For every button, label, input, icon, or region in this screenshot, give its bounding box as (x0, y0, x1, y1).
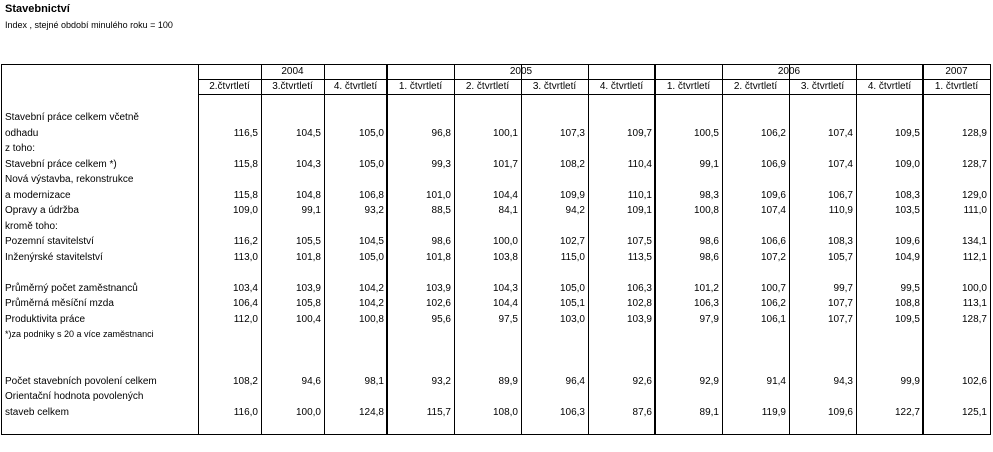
table-cell: 106,3 (559, 406, 585, 418)
page-subtitle: Index , stejné období minulého roku = 100 (5, 20, 173, 30)
row-label: Průměrný počet zaměstnanců (5, 282, 138, 294)
table-cell: 115,0 (560, 251, 585, 263)
table-cell: 93,2 (431, 375, 451, 387)
table-cell: 92,9 (699, 375, 719, 387)
table-cell: 116,2 (233, 236, 258, 247)
table-cell: 105,8 (295, 298, 321, 309)
quarter-header: 3.čtvrtletí (272, 81, 313, 92)
row-label: Počet stavebních povolení celkem (5, 375, 157, 387)
table-cell: 103,5 (894, 205, 920, 216)
table-cell: 98,1 (364, 375, 384, 387)
table-cell: 100,0 (492, 236, 518, 247)
table-cell: 112,0 (233, 313, 258, 325)
quarter-header: 4. čtvrtletí (599, 81, 644, 92)
header-divider (198, 94, 990, 95)
table-cell: 103,8 (492, 251, 518, 263)
table-cell: 84,1 (498, 205, 518, 216)
table-cell: 128,7 (961, 313, 987, 325)
table-cell: 91,4 (766, 375, 786, 387)
table-cell: 116,0 (233, 406, 258, 418)
quarter-header: 3. čtvrtletí (800, 81, 845, 92)
table-cell: 99,9 (900, 375, 920, 387)
table-cell: 104,2 (358, 282, 384, 294)
table-cell: 109,5 (894, 127, 920, 139)
table-cell: 108,3 (894, 189, 920, 201)
table-cell: 105,5 (295, 236, 321, 247)
table-cell: 106,6 (760, 236, 786, 247)
table-cell: 101,8 (295, 251, 321, 263)
row-label: Stavební práce celkem *) (5, 158, 117, 170)
table-cell: 99,7 (833, 282, 853, 294)
table-cell: 107,5 (626, 236, 652, 247)
quarter-header: 1. čtvrtletí (398, 81, 443, 92)
table-cell: 106,4 (232, 298, 258, 309)
row-label: staveb celkem (5, 406, 69, 418)
table-cell: 98,6 (699, 251, 719, 263)
table-cell: 102,8 (626, 298, 652, 309)
table-cell: 111,0 (963, 205, 987, 216)
table-cell: 119,9 (761, 406, 786, 418)
table-cell: 109,0 (232, 205, 258, 216)
table-cell: 104,2 (358, 298, 384, 309)
table-cell: 104,5 (358, 236, 384, 247)
table-cell: 106,2 (760, 298, 786, 309)
table-cell: 107,2 (760, 251, 786, 263)
table-cell: 108,3 (827, 236, 853, 247)
table-cell: 129,0 (961, 189, 987, 201)
table-cell: 94,6 (301, 375, 321, 387)
table-cell: 125,1 (961, 406, 987, 418)
table-cell: 88,5 (431, 205, 451, 216)
table-cell: 98,3 (699, 189, 719, 201)
table-cell: 115,7 (426, 406, 451, 418)
table-cell: 108,2 (232, 375, 258, 387)
table-cell: 99,3 (431, 158, 451, 170)
table-cell: 107,7 (827, 313, 853, 325)
year-header: 2004 (281, 66, 304, 77)
table-cell: 103,9 (425, 282, 451, 294)
row-label: odhadu (5, 127, 39, 139)
table-cell: 102,7 (559, 236, 585, 247)
row-label: Produktivita práce (5, 313, 86, 325)
table-cell: 109,0 (894, 158, 920, 170)
table-cell: 108,2 (559, 158, 585, 170)
table-cell: 106,7 (827, 189, 853, 201)
table-cell: 94,2 (565, 205, 585, 216)
header-divider (198, 79, 990, 80)
table-cell: 107,4 (760, 205, 786, 216)
table-cell: 109,6 (827, 406, 853, 418)
table-cell: 105,0 (559, 282, 585, 294)
quarter-header: 1. čtvrtletí (666, 81, 711, 92)
row-label: Pozemní stavitelství (5, 236, 94, 247)
table-cell: 100,0 (295, 406, 321, 418)
table-cell: 101,7 (492, 158, 518, 170)
row-label: *)za podniky s 20 a více zaměstnanci (5, 329, 154, 339)
table-cell: 105,0 (358, 251, 384, 263)
table-cell: 128,9 (961, 127, 987, 139)
table-cell: 104,4 (492, 189, 518, 201)
table-cell: 106,2 (760, 127, 786, 139)
table-cell: 104,9 (894, 251, 920, 263)
table-cell: 104,8 (295, 189, 321, 201)
table-cell: 103,9 (626, 313, 652, 325)
table-cell: 109,6 (760, 189, 786, 201)
table-cell: 102,6 (961, 375, 987, 387)
table-cell: 100,7 (760, 282, 786, 294)
table-cell: 106,8 (358, 189, 384, 201)
table-cell: 110,9 (828, 205, 853, 216)
table-cell: 94,3 (833, 375, 853, 387)
row-label: Opravy a údržba (5, 205, 79, 216)
table-cell: 97,5 (498, 313, 518, 325)
quarter-header: 2. čtvrtletí (733, 81, 778, 92)
table-cell: 115,8 (233, 189, 258, 201)
table-cell: 100,8 (693, 205, 719, 216)
row-label: Stavební práce celkem včetně (5, 112, 139, 123)
table-cell: 110,1 (627, 189, 652, 201)
table-cell: 105,7 (827, 251, 853, 263)
table-cell: 106,9 (760, 158, 786, 170)
table-cell: 112,1 (962, 251, 987, 263)
table-cell: 122,7 (894, 406, 920, 418)
quarter-header: 2. čtvrtletí (465, 81, 510, 92)
table-cell: 106,3 (626, 282, 652, 294)
table-cell: 107,4 (827, 127, 853, 139)
table-cell: 89,1 (699, 406, 719, 418)
table-cell: 128,7 (961, 158, 987, 170)
table-cell: 109,6 (894, 236, 920, 247)
quarter-header: 1. čtvrtletí (934, 81, 979, 92)
table-cell: 113,0 (233, 251, 258, 263)
table-cell: 113,1 (962, 298, 987, 309)
table-cell: 100,5 (693, 127, 719, 139)
table-cell: 95,6 (431, 313, 451, 325)
quarter-header: 4. čtvrtletí (333, 81, 378, 92)
table-cell: 92,6 (632, 375, 652, 387)
table-cell: 100,8 (358, 313, 384, 325)
row-label: Inženýrské stavitelství (5, 251, 103, 263)
year-header: 2007 (945, 66, 968, 77)
table-cell: 101,2 (693, 282, 719, 294)
table-cell: 105,0 (358, 158, 384, 170)
quarter-header: 4. čtvrtletí (867, 81, 912, 92)
table-cell: 124,8 (358, 406, 384, 418)
table-cell: 101,8 (425, 251, 451, 263)
table-cell: 87,6 (632, 406, 652, 418)
table-cell: 109,9 (559, 189, 585, 201)
table-cell: 101,0 (425, 189, 451, 201)
table-cell: 108,8 (894, 298, 920, 309)
table-cell: 110,4 (627, 158, 652, 170)
table-cell: 109,5 (894, 313, 920, 325)
year-header: 2005 (509, 66, 533, 77)
table-cell: 100,0 (961, 282, 987, 294)
table-cell: 89,9 (498, 375, 518, 387)
table-cell: 102,6 (425, 298, 451, 309)
table-cell: 109,1 (626, 205, 652, 216)
table-cell: 99,1 (699, 158, 719, 170)
table-cell: 104,5 (295, 127, 321, 139)
table-cell: 109,7 (626, 127, 652, 139)
table-cell: 116,5 (233, 127, 258, 139)
table-cell: 100,4 (295, 313, 321, 325)
table-cell: 115,8 (233, 158, 258, 170)
table-cell: 134,1 (961, 236, 987, 247)
table-cell: 99,5 (900, 282, 920, 294)
table-cell: 106,1 (760, 313, 786, 325)
quarter-header: 2.čtvrtletí (209, 81, 250, 92)
table-cell: 99,1 (301, 205, 321, 216)
table-cell: 107,7 (827, 298, 853, 309)
page-title: Stavebnictví (5, 3, 70, 15)
row-label: z toho: (5, 143, 36, 154)
table-cell: 96,4 (565, 375, 585, 387)
table-cell: 106,3 (693, 298, 719, 309)
table-cell: 96,8 (431, 127, 451, 139)
table-cell: 103,9 (295, 282, 321, 294)
row-label: Orientační hodnota povolených (5, 391, 144, 402)
table-cell: 103,0 (559, 313, 585, 325)
table-cell: 105,1 (559, 298, 585, 309)
quarter-header: 3. čtvrtletí (532, 81, 577, 92)
table-cell: 108,0 (492, 406, 518, 418)
table-cell: 105,0 (358, 127, 384, 139)
table-cell: 107,4 (827, 158, 853, 170)
table-cell: 104,3 (492, 282, 518, 294)
table-cell: 107,3 (559, 127, 585, 139)
table-cell: 98,6 (431, 236, 451, 247)
row-label: kromě toho: (5, 220, 58, 232)
table-cell: 103,4 (232, 282, 258, 294)
table-cell: 104,4 (492, 298, 518, 309)
row-label: Průměrná měsíční mzda (5, 298, 114, 309)
row-label: Nová výstavba, rekonstrukce (5, 174, 134, 185)
row-label: a modernizace (5, 189, 71, 201)
year-header: 2006 (777, 66, 801, 77)
table-cell: 104,3 (295, 158, 321, 170)
table-cell: 100,1 (492, 127, 518, 139)
table-cell: 93,2 (364, 205, 384, 216)
table-cell: 98,6 (699, 236, 719, 247)
table-cell: 113,5 (627, 251, 652, 263)
table-cell: 97,9 (699, 313, 719, 325)
